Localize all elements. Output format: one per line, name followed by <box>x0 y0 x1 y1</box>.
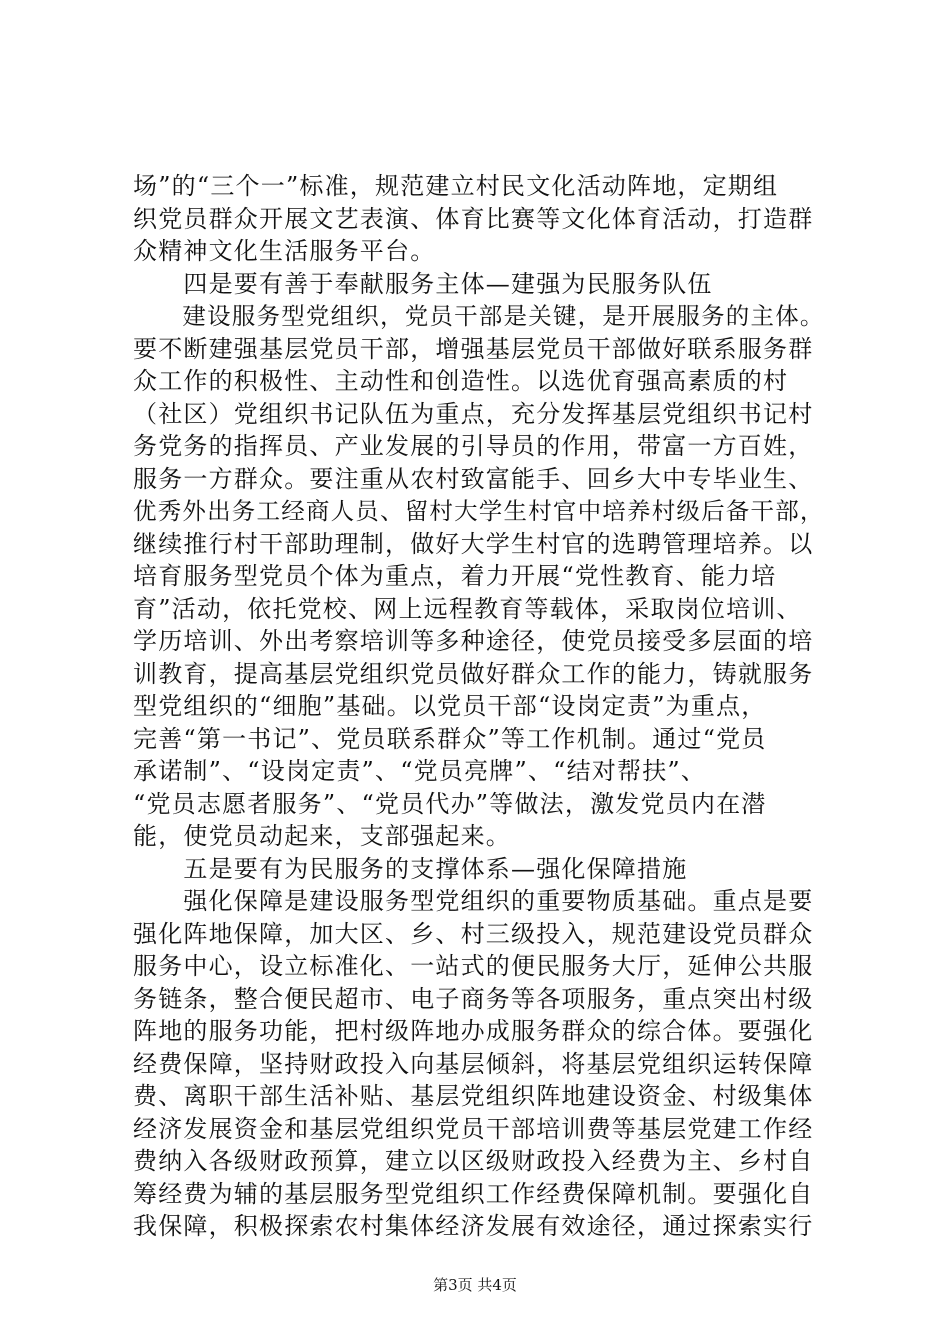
text-line: 承诺制”、“设岗定责”、“党员亮牌”、“结对帮扶”、 <box>133 757 707 785</box>
text-line: 费纳入各级财政预算，建立以区级财政投入经费为主、乡村自 <box>133 1147 814 1175</box>
text-line: 培育服务型党员个体为重点，着力开展“党性教育、能力培 <box>133 562 777 590</box>
text-line: 强化保障是建设服务型党组织的重要物质基础。重点是要 <box>133 887 814 915</box>
text-line: “党员志愿者服务”、“党员代办”等做法，激发党员内在潜 <box>133 789 767 818</box>
text-line: 育”活动，依托党校、网上远程教育等载体，采取岗位培训、 <box>133 594 802 623</box>
document-body <box>133 170 833 1243</box>
text-line: 训教育，提高基层党组织党员做好群众工作的能力，铸就服务 <box>133 659 814 688</box>
text-line: 阵地的服务功能，把村级阵地办成服务群众的综合体。要强化 <box>133 1017 814 1045</box>
text-line: 学历培训、外出考察培训等多种途径，使党员接受多层面的培 <box>133 627 814 655</box>
text-line: 要不断建强基层党员干部，增强基层党员干部做好联系服务群 <box>133 334 814 363</box>
text-line: 四是要有善于奉献服务主体—建强为民服务队伍 <box>133 269 713 298</box>
page-footer: 第3页 共4页 <box>433 1276 517 1294</box>
text-line: 型党组织的“细胞”基础。以党员干部“设岗定责”为重点， <box>133 692 767 720</box>
text-line: 众工作的积极性、主动性和创造性。以选优育强高素质的村 <box>133 367 789 395</box>
text-line: 经费保障，坚持财政投入向基层倾斜，将基层党组织运转保障 <box>133 1049 814 1078</box>
text-line: 筹经费为辅的基层服务型党组织工作经费保障机制。要强化自 <box>133 1179 814 1208</box>
text-line: 完善“第一书记”、党员联系群众”等工作机制。通过“党员 <box>133 724 767 753</box>
text-line: 经济发展资金和基层党组织党员干部培训费等基层党建工作经 <box>133 1114 814 1143</box>
text-line: 织党员群众开展文艺表演、体育比赛等文化体育活动，打造群 <box>133 204 814 233</box>
text-line: 费、离职干部生活补贴、基层党组织阵地建设资金、村级集体 <box>133 1082 814 1110</box>
text-line: 五是要有为民服务的支撑体系—强化保障措施 <box>133 854 688 883</box>
text-line: 务党务的指挥员、产业发展的引导员的作用，带富一方百姓， <box>133 432 814 460</box>
text-line: 务链条，整合便民超市、电子商务等各项服务，重点突出村级 <box>133 984 814 1013</box>
text-line: 服务中心，设立标准化、一站式的便民服务大厅，延伸公共服 <box>133 952 814 980</box>
text-line: 场”的“三个一”标准，规范建立村民文化活动阵地，定期组 <box>133 172 779 200</box>
text-line: 能，使党员动起来，支部强起来。 <box>133 822 511 850</box>
text-line: 服务一方群众。要注重从农村致富能手、回乡大中专毕业生、 <box>133 464 814 493</box>
text-line: 优秀外出务工经商人员、留村大学生村官中培养村级后备干部， <box>133 497 825 525</box>
text-line: 众精神文化生活服务平台。 <box>133 237 436 265</box>
text-line: 我保障，积极探索农村集体经济发展有效途径，通过探索实行 <box>133 1212 814 1240</box>
text-line: （社区）党组织书记队伍为重点，充分发挥基层党组织书记村 <box>133 399 814 428</box>
text-line: 建设服务型党组织，党员干部是关键，是开展服务的主体。 <box>133 302 825 330</box>
text-line: 强化阵地保障，加大区、乡、村三级投入，规范建设党员群众 <box>133 919 814 948</box>
text-line: 继续推行村干部助理制，做好大学生村官的选聘管理培养。以 <box>133 529 814 558</box>
